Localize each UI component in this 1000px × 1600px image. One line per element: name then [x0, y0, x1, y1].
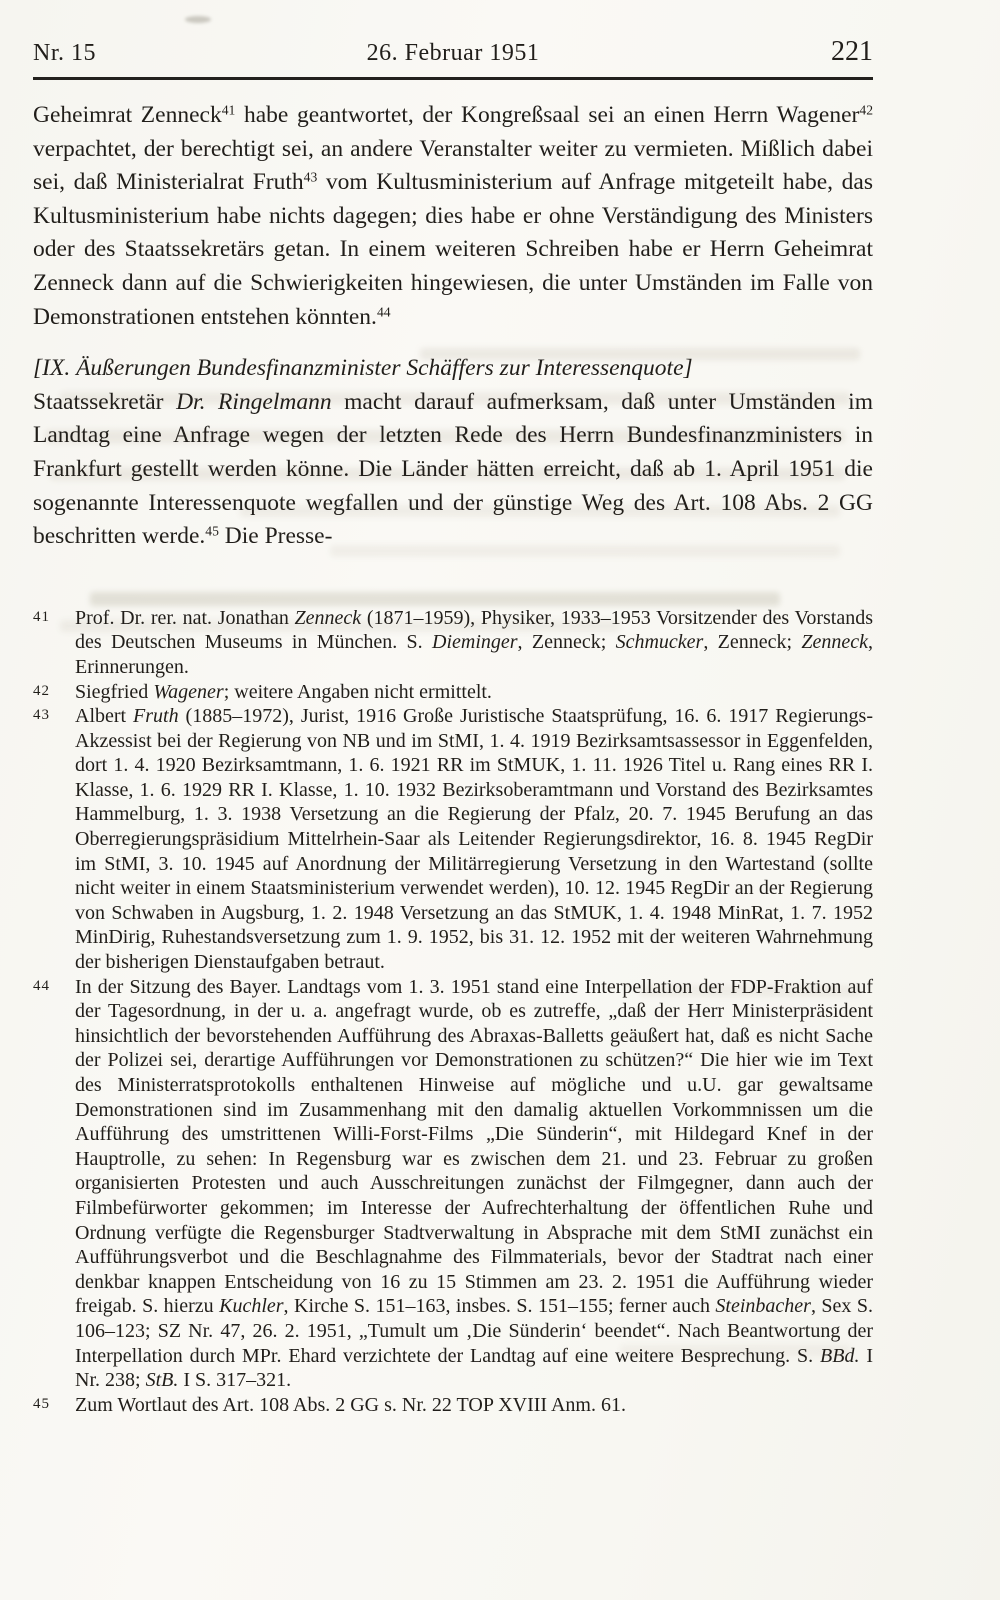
scan-smudge — [185, 16, 211, 23]
footnote-number: 45 — [33, 1395, 50, 1412]
header-issue-number: Nr. 15 — [33, 40, 96, 66]
footnotes — [33, 606, 873, 1418]
header-rule — [33, 77, 873, 80]
header-date: 26. Februar 1951 — [366, 40, 540, 66]
header-page-number: 221 — [831, 36, 873, 67]
footnote — [33, 1393, 873, 1418]
footnote — [33, 606, 873, 680]
footnote-text: Zum Wortlaut des Art. 108 Abs. 2 GG s. Nr. 22 TOP XVIII Anm. 61. — [75, 1393, 626, 1416]
footnote — [33, 680, 873, 705]
footnote-number: 43 — [33, 707, 50, 724]
footnote-text: Prof. Dr. rer. nat. Jonathan Zenneck (1871–1959), Physiker, 1933–1953 Vorsitzender des Vorstands des Deutschen Museums in München. S. Dieminger, Zenneck; Schmucker, Zenneck; Zenneck, Erinnerungen. — [75, 606, 874, 678]
footnote-number: 41 — [33, 608, 50, 625]
footnote — [33, 975, 873, 1393]
footnote-text: In der Sitzung des Bayer. Landtags vom 1. 3. 1951 stand eine Interpellation der FDP-Fraktion auf der Tagesordnung, in der u. a. angefragt wurde, ob es zutreffe, „daß der Herr Ministerpräsident hinsichtlich der bevorstehenden Aufführung des Abraxas-Balletts geäußert hat, daß es nicht Sache der Polizei sei, derartige Aufführungen vor Demonstrationen zu schützen?“ Die hier wie im Text des Ministerratsprotokolls enthaltenen Hinweise auf mögliche und u.U. gar gewaltsame Demonstrationen sind im Zusammenhang mit den damalig aktuellen Vorkommnissen um die Aufführung des umstrittenen Willi-Forst-Films „Die Sünderin“, mit Hildegard Knef in der Hauptrolle, zu sehen: In Regensburg war es zwischen dem 21. und 23. Februar zu großen organisierten Protesten und auch Ausschreitungen zunächst der Filmgegner, dann auch der Filmbefürworter gekommen; im Interesse der Aufrechterhaltung der öffentlichen Ruhe und Ordnung verfügte die Regensburger Stadtverwaltung in Absprache mit dem StMI zunächst ein Aufführungsverbot und die Beschlagnahme des Filmmaterials, bevor der Stadtrat nach einer denkbar knappen Entscheidung von 16 zu 15 Stimmen am 23. 2. 1951 die Aufführung wieder freigab. S. hierzu Kuchler, Kirche S. 151–163, insbes. S. 151–155; ferner auch Steinbacher, Sex S. 106–123; SZ Nr. 47, 26. 2. 1951, „Tumult um ‚Die Sünderin‘ beendet“. Nach Beantwortung der Interpellation durch MPr. Ehard verzichtete der Landtag auf eine weitere Besprechung. S. BBd. I Nr. 238; StB. I S. 317–321. — [75, 975, 873, 1392]
footnote-text: Siegfried Wagener; weitere Angaben nicht ermittelt. — [75, 680, 492, 703]
body-paragraph: Staatssekretär Dr. Ringelmann macht darauf aufmerksam, daß unter Umständen im Landtag eine Anfrage wegen der letzten Rede des Herrn Bundesfinanzministers in Frankfurt gestellt werden könne. Die Länder hätten erreicht, daß ab 1. April 1951 die sogenannte Interessenquote wegfallen und der günstige Weg des Art. 108 Abs. 2 GG beschritten werde.$^{45}$ Die Presse- — [33, 388, 873, 550]
section-heading: [IX. Äußerungen Bundesfinanzminister Schäffers zur Interessenquote] — [33, 355, 693, 382]
text-column — [33, 99, 873, 1417]
page-header — [33, 38, 873, 72]
footnote-number: 44 — [33, 977, 50, 994]
footnote-number: 42 — [33, 682, 50, 699]
footnote-text: Albert Fruth (1885–1972), Jurist, 1916 Große Juristische Staatsprüfung, 16. 6. 1917 Regierungs-Akzessist bei der Regierung von NB und im StMI, 1. 4. 1919 Bezirksamtsassessor in Eggenfelden, dort 1. 4. 1920 Bezirksamtmann, 1. 6. 1921 RR im StMUK, 1. 11. 1926 Titel u. Rang eines RR I. Klasse, 1. 6. 1929 RR I. Klasse, 1. 10. 1932 Bezirksoberamtmann und Vorstand des Bezirksamtes Hammelburg, 1. 3. 1938 Versetzung an die Regierung der Pfalz, 20. 7. 1945 Berufung an das Oberregierungspräsidium Mittelrhein-Saar als Leitender Regierungsdirektor, 16. 8. 1945 RegDir im StMI, 3. 10. 1945 auf Anordnung der Militärregierung Versetzung in den Wartestand (sollte nicht weiter in einem Staatsministerium verwendet werden), 10. 12. 1945 RegDir an der Regierung von Schwaben in Augsburg, 1. 2. 1948 Versetzung an das StMUK, 1. 4. 1948 MinRat, 1. 7. 1952 MinDirig, Ruhestandsversetzung zum 1. 9. 1952, bis 31. 12. 1952 mit der weiteren Wahrnehmung der bisherigen Dienstaufgaben betraut. — [75, 705, 874, 974]
body-blocks — [33, 99, 873, 554]
body-paragraph: Geheimrat Zenneck$^{41}$ habe geantwortet, der Kongreßsaal sei an einen Herrn Wagener$^{42}$ verpachtet, der berechtigt sei, an andere Veranstalter weiter zu vermieten. Mißlich dabei sei, daß Ministerialrat Fruth$^{43}$ vom Kultusministerium auf Anfrage mitgeteilt habe, das Kultusministerium habe nichts dagegen; dies habe er ohne Verständigung des Ministers oder des Staatssekretärs getan. In einem weiteren Schreiben habe er Herrn Geheimrat Zenneck dann auf die Schwierigkeiten hingewiesen, die unter Umständen im Falle von Demonstrationen entstehen könnten.$^{44}$ — [33, 102, 873, 330]
footnote — [33, 704, 873, 975]
